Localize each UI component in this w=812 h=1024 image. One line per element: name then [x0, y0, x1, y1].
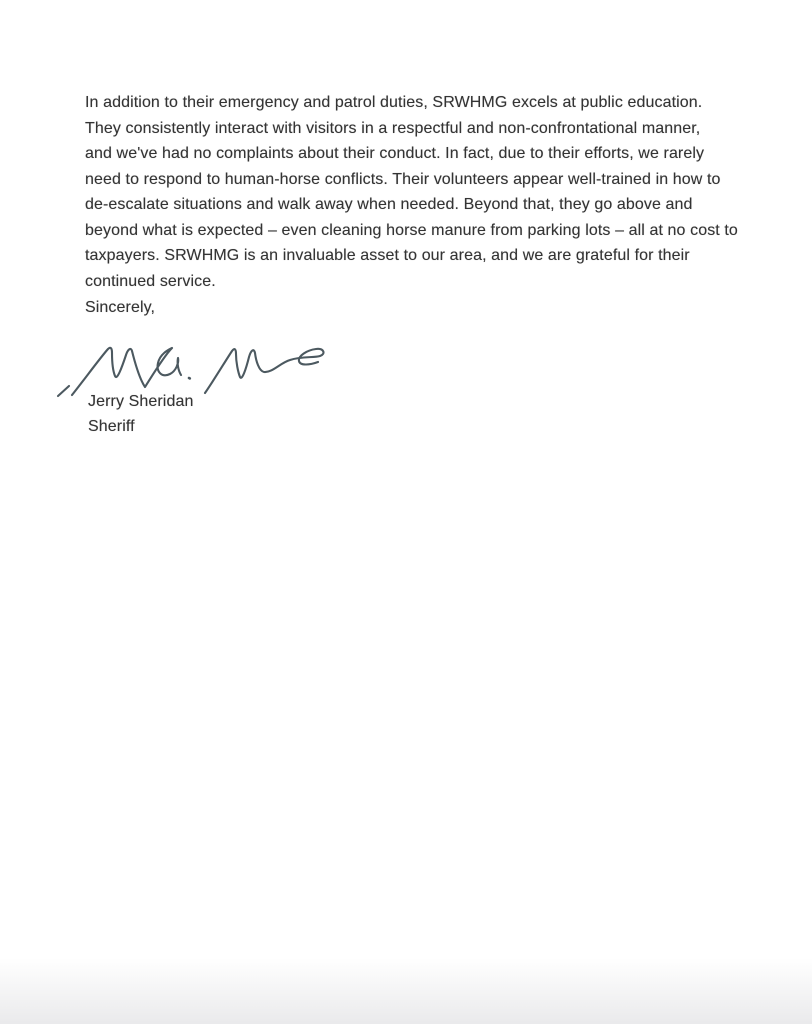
body-line: need to respond to human-horse conflicts. Their volunteers appear well-trained in how to [85, 170, 721, 188]
scan-bottom-shadow [0, 958, 812, 1024]
body-line: continued service. [85, 272, 216, 290]
signature-stroke [72, 348, 181, 395]
body-line: beyond what is expected – even cleaning horse manure from parking lots – all at no cost to [85, 221, 738, 239]
signer-name: Jerry Sheridan [88, 393, 194, 410]
signer-title: Sheriff [88, 418, 135, 435]
closing-salutation: Sincerely, [85, 299, 156, 316]
body-line: taxpayers. SRWHMG is an invaluable asset to our area, and we are grateful for their [85, 247, 690, 264]
letter-body-paragraph [85, 90, 745, 294]
body-line: They consistently interact with visitors in a respectful and non-confrontational manner, [85, 119, 701, 137]
body-line: de-escalate situations and walk away when needed. Beyond that, they go above and [85, 196, 693, 213]
body-line: In addition to their emergency and patrol duties, SRWHMG excels at public education. [85, 94, 703, 111]
signature-stroke [58, 386, 69, 396]
body-line: and we've had no complaints about their conduct. In fact, due to their efforts, we rarely [85, 145, 705, 162]
signature-stroke [205, 349, 323, 393]
